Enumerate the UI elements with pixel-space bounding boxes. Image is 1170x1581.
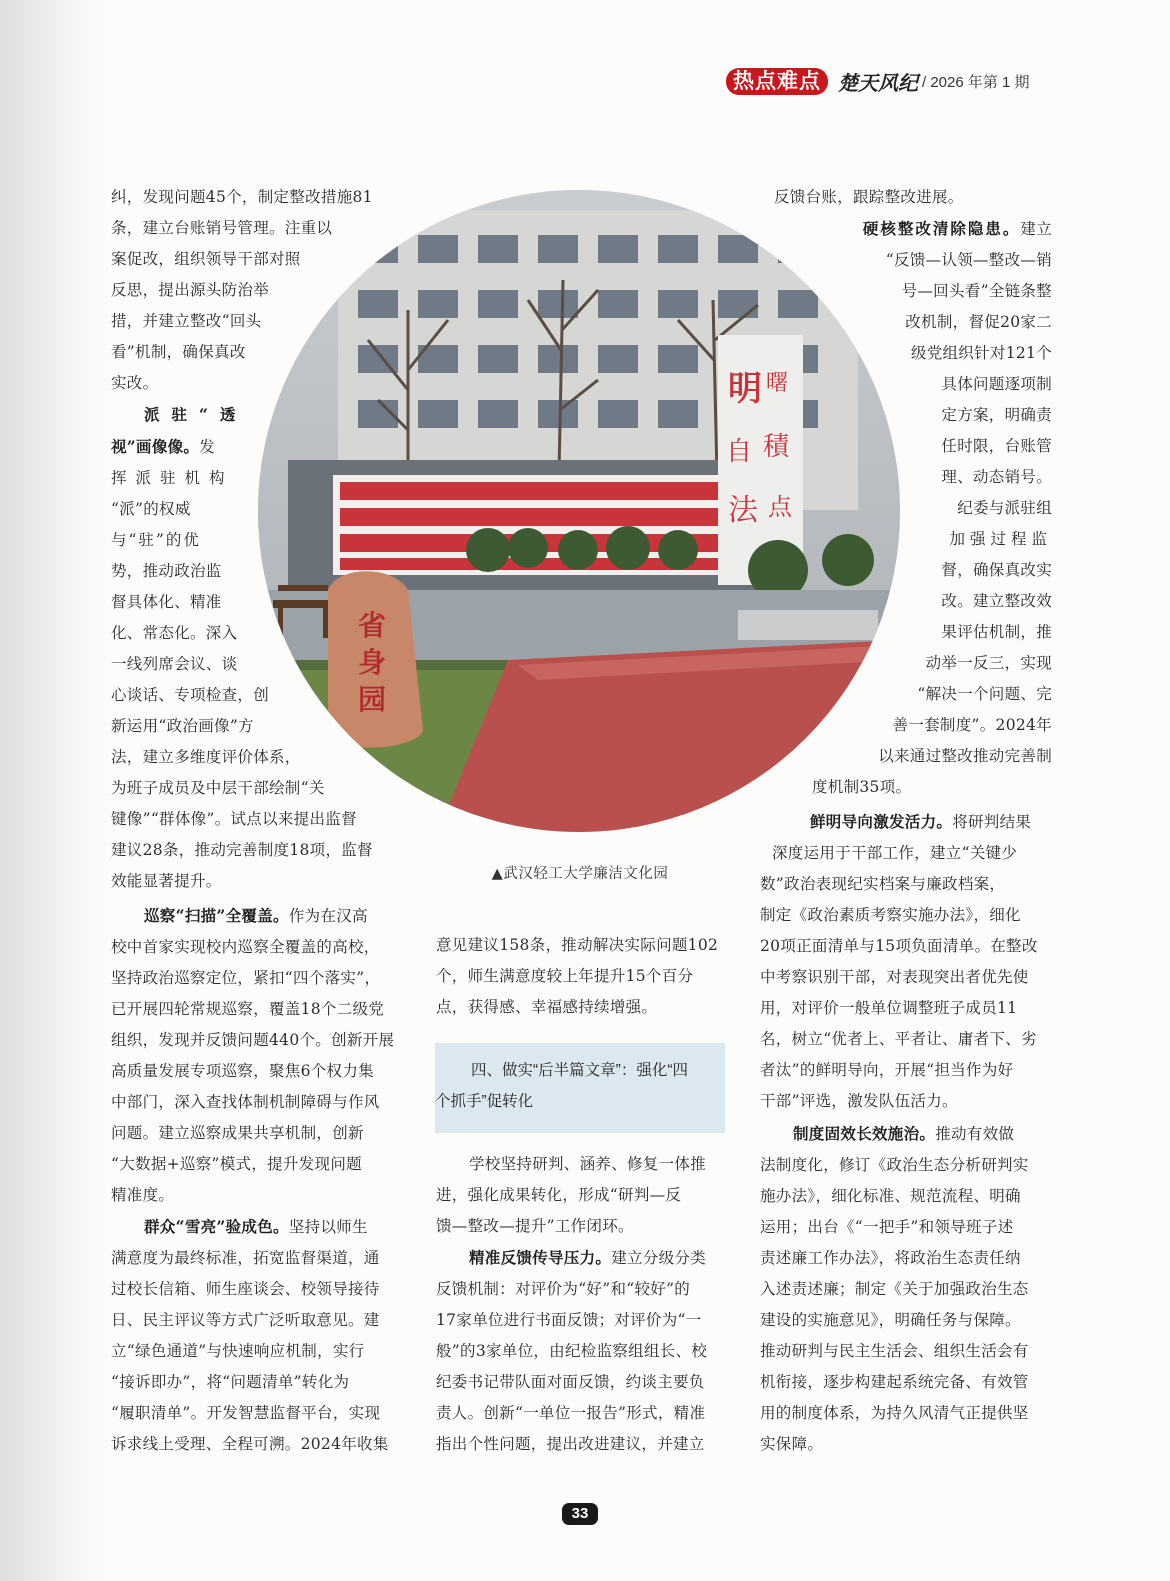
paragraph-heading: 派驻“透: [144, 405, 248, 424]
text-line: 纪委与派驻组: [957, 499, 1052, 517]
text-line: 问题。建立巡察成果共享机制，创新: [111, 1124, 364, 1142]
text-line: 般”的3家单位，由纪检监察组组长、校: [436, 1342, 708, 1360]
right-column-top: [774, 182, 964, 213]
text-line: 任时限，台账管: [941, 437, 1052, 455]
text-line: “派”的权威: [111, 500, 191, 518]
text-line: 具体问题逐项制: [941, 375, 1052, 393]
section-heading-box: [435, 1043, 725, 1133]
paragraph-heading: 群众“雪亮”验成色。: [144, 1217, 289, 1236]
text-line: 建立分级分类: [611, 1249, 707, 1267]
text-line: 措，并建立整改“回头: [111, 312, 262, 330]
text-line: 组织，发现并反馈问题440个。创新开展: [111, 1031, 395, 1049]
text-line: 改。建立整改效: [941, 592, 1052, 610]
text-line: 条，建立台账销号管理。注重以: [111, 219, 333, 237]
text-line: 推动研判与民主生活会、组织生活会有: [760, 1342, 1029, 1360]
text-line: 势，推动政治监: [111, 562, 222, 580]
text-line: 反馈机制：对评价为“好”和“较好”的: [436, 1280, 691, 1298]
text-line: 过校长信箱、师生座谈会、校领导接待: [111, 1280, 380, 1298]
text-line: 反馈台账，跟踪整改进展。: [774, 188, 964, 206]
section-intro: [436, 1149, 706, 1242]
svg-text:园: 园: [358, 683, 387, 716]
text-line: 个，师生满意度较上年提升15个百分: [436, 967, 694, 985]
paragraph-yinghe: [760, 213, 1052, 803]
text-line: 坚持政治巡察定位，紧扣“四个落实”，: [111, 969, 381, 987]
text-line: 化、常态化。深入: [111, 624, 238, 642]
text-line: 责人。创新“一单位一报告”形式，精准: [436, 1404, 706, 1422]
text-line: 学校坚持研判、涵养、修复一体推: [469, 1155, 707, 1173]
text-line: 加强过程监: [949, 530, 1052, 548]
text-line: 心谈话、专项检查，创: [111, 686, 270, 704]
text-line: 数”政治表现纪实档案与廉政档案，: [760, 875, 1006, 893]
issue-number: / 2026 年第 1 期: [922, 73, 1030, 91]
text-line: 建议28条，推动完善制度18项，监督: [111, 841, 373, 859]
text-line: 指出个性问题，提出改进建议，并建立: [436, 1435, 705, 1453]
text-line: 运用；出台《“一把手”和领导班子述: [760, 1218, 1014, 1236]
text-line: 机衔接，逐步构建起系统完备、有效管: [760, 1373, 1029, 1391]
text-line: 键像”“群体像”。试点以来提出监督: [111, 810, 357, 828]
text-line: 意见建议158条，推动解决实际问题102: [436, 936, 719, 954]
text-line: 制定《政治素质考察实施办法》，细化: [760, 906, 1021, 924]
text-line: 果评估机制，推: [941, 623, 1052, 641]
paragraph-heading: 鲜明导向激发活力。: [810, 812, 953, 831]
paragraph-jingzhun: [436, 1242, 707, 1460]
text-line: 改机制，督促20家二: [905, 313, 1052, 331]
stone-calligraphy: 省: [358, 609, 387, 642]
text-line: “解决一个问题、完: [917, 685, 1052, 703]
photo-caption: ▲武汉轻工大学廉洁文化园: [491, 866, 669, 882]
text-line: 督，确保真改实: [941, 561, 1052, 579]
text-line: 实保障。: [760, 1435, 824, 1453]
pillar-calligraphy-right: 曙: [766, 371, 789, 396]
text-line: 效能显著提升。: [111, 872, 222, 890]
text-line: 理、动态销号。: [941, 468, 1052, 486]
text-line: 级党组织针对121个: [910, 344, 1052, 362]
text-line: 法制度化，修订《政治生态分析研判实: [760, 1156, 1029, 1174]
svg-text:身: 身: [358, 646, 387, 679]
text-line: 名，树立“优者上、平者让、庸者下、劣: [760, 1030, 1037, 1048]
svg-text:自: 自: [726, 437, 753, 467]
text-line: 度机制35项。: [812, 778, 912, 796]
text-line: 者汰”的鲜明导向，开展“担当作为好: [760, 1061, 1014, 1079]
text-line: 入述责述廉；制定《关于加强政治生态: [760, 1280, 1029, 1298]
paragraph-qunzhong: [111, 1211, 389, 1460]
svg-text:点: 点: [768, 493, 792, 521]
column-badge: 热点难点: [726, 68, 828, 95]
page-binding-shadow: [0, 0, 110, 1581]
paragraph-xuncha: [111, 900, 394, 1211]
text-line: 建设的实施意见》，明确任务与保障。: [760, 1311, 1021, 1329]
text-line: 干部”评选，激发队伍活力。: [760, 1092, 958, 1110]
text-line: 20项正面清单与15项负面清单。在整改: [760, 937, 1038, 955]
middle-column-top: [436, 930, 718, 1023]
text-line: 诉求线上受理、全程可溯。2024年收集: [111, 1435, 389, 1453]
text-line: 用，对评价一般单位调整班子成员11: [760, 999, 1018, 1017]
text-line: 责述廉工作办法》，将政治生态责任纳: [760, 1249, 1021, 1267]
text-line: 建立: [1020, 220, 1052, 238]
text-line: “反馈—认领—整改—销: [885, 251, 1052, 269]
text-line: 挥派驻机构: [111, 469, 234, 487]
text-line: “履职清单”。开发智慧监督平台，实现: [111, 1404, 381, 1422]
text-line: 进，强化成果转化，形成“研判—反: [436, 1186, 682, 1204]
section-heading-line: 四、做实“后半篇文章”：强化“四: [471, 1062, 688, 1079]
text-line: “大数据+巡察”模式，提升发现问题: [111, 1155, 362, 1173]
text-line: 用的制度体系，为持久风清气正提供坚: [760, 1404, 1029, 1422]
text-line: 精准度。: [111, 1186, 175, 1204]
paragraph-zhidu: [760, 1118, 1029, 1460]
paragraph-xianming: [760, 806, 1038, 1117]
text-line: 点，获得感、幸福感持续增强。: [436, 998, 658, 1016]
text-line: 深度运用于干部工作，建立“关键少: [772, 844, 1018, 862]
paragraph-heading: 硬核整改清除隐患。: [862, 219, 1021, 238]
text-line: 为班子成员及中层干部绘制“关: [111, 779, 325, 797]
text-line: 法，建立多维度评价体系，: [111, 748, 301, 766]
running-header: [726, 66, 1030, 96]
text-line: 定方案，明确责: [941, 406, 1052, 424]
text-line: 已开展四轮常规巡察，覆盖18个二级党: [111, 1000, 385, 1018]
text-line: 与“驻”的优: [111, 531, 201, 549]
paragraph-heading: 巡察“扫描”全覆盖。: [144, 906, 289, 925]
section-heading-line: 个抓手”促转化: [435, 1093, 534, 1110]
text-line: 善一套制度”。2024年: [892, 716, 1052, 734]
text-line: 一线列席会议、谈: [111, 655, 238, 673]
text-line: 纠，发现问题45个，制定整改措施81: [111, 188, 373, 206]
text-line: 坚持以师生: [288, 1218, 368, 1236]
text-line: 立“绿色通道”与快速响应机制，实行: [111, 1342, 365, 1360]
text-line: 日、民主评议等方式广泛听取意见。建: [111, 1311, 380, 1329]
text-line: “接诉即办”，将“问题清单”转化为: [111, 1373, 350, 1391]
text-line: 纪委书记带队面对面反馈，约谈主要负: [436, 1373, 705, 1391]
text-line: 满意度为最终标准，拓宽监督渠道，通: [111, 1249, 380, 1267]
text-line: 案促改，组织领导干部对照: [111, 250, 301, 268]
page-number: 33: [562, 1503, 598, 1525]
paragraph-heading: 视”画像像。: [111, 437, 200, 456]
text-line: 动举一反三，实现: [925, 654, 1052, 672]
text-line: 反思，提出源头防治举: [111, 281, 270, 299]
paragraph-heading: 精准反馈传导压力。: [469, 1248, 612, 1267]
text-line: 作为在汉高: [288, 907, 368, 925]
text-line: 馈—整改—提升”工作闭环。: [436, 1217, 634, 1235]
text-line: 发: [199, 438, 216, 456]
text-line: 中考察识别干部，对表现突出者优先使: [760, 968, 1029, 986]
text-line: 17家单位进行书面反馈；对评价为“一: [436, 1311, 702, 1329]
pillar-calligraphy-left: 明: [728, 369, 762, 409]
text-line: 高质量发展专项巡察，聚焦6个权力集: [111, 1062, 374, 1080]
text-line: 看”机制，确保真改: [111, 343, 246, 361]
svg-text:積: 積: [763, 432, 790, 462]
text-line: 将研判结果: [952, 813, 1032, 831]
text-line: 校中首家实现校内巡察全覆盖的高校，: [111, 938, 380, 956]
text-line: 以来通过整改推动完善制: [878, 747, 1052, 765]
text-line: 推动有效做: [935, 1125, 1015, 1143]
text-line: 新运用“政治画像”方: [111, 717, 254, 735]
text-line: 实改。: [111, 374, 159, 392]
text-line: 中部门，深入查找体制机制障碍与作风: [111, 1093, 380, 1111]
text-line: 施办法》，细化标准、规范流程、明确: [760, 1187, 1021, 1205]
paragraph-heading: 制度固效长效施治。: [793, 1124, 936, 1143]
text-line: 督具体化、精准: [111, 593, 222, 611]
text-line: 号—回头看”全链条整: [901, 282, 1052, 300]
magazine-logo: 楚天风纪: [838, 70, 918, 95]
svg-text:法: 法: [728, 493, 758, 528]
